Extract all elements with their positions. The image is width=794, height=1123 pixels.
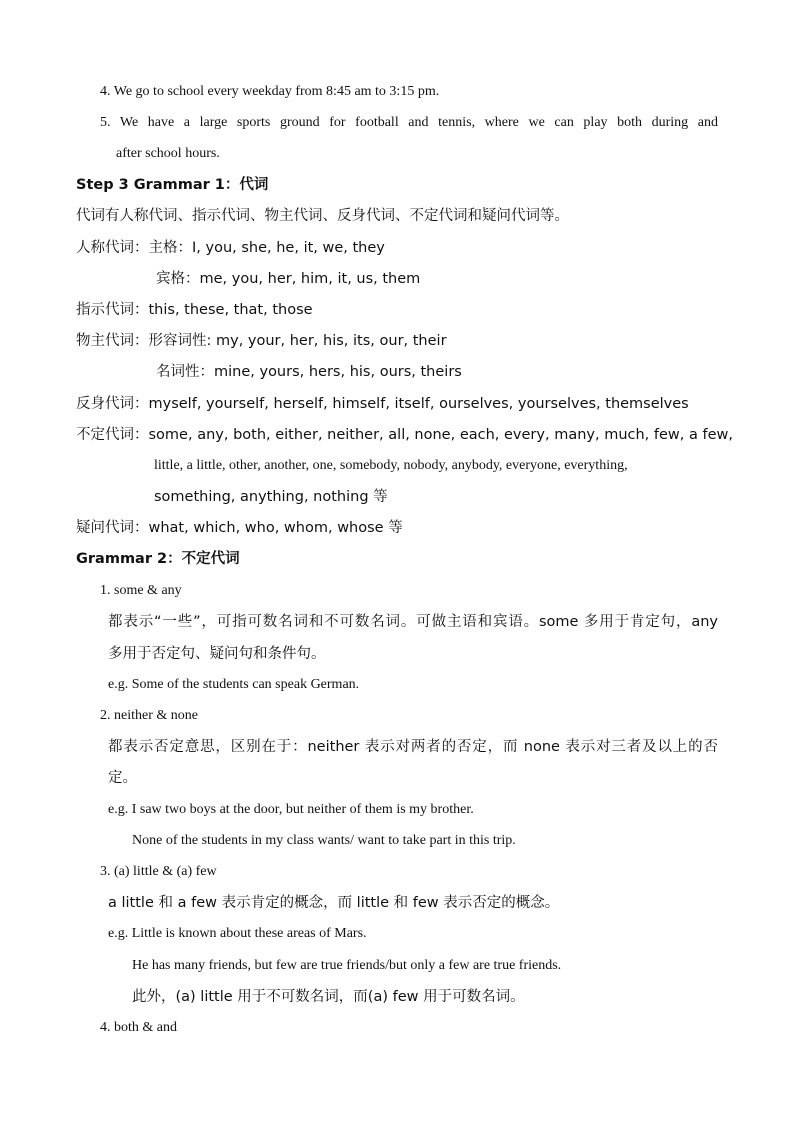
- point-2-example-2: None of the students in my class wants/ want to take part in this trip.: [132, 833, 516, 848]
- example-sentence-4: 4. We go to school every weekday from 8:45 am to 3:15 pm.: [100, 84, 440, 99]
- point-3-explanation: a little 和 a few 表示肯定的概念，而 little 和 few 表示否定的概念。: [108, 895, 560, 911]
- section-heading-grammar-2: Grammar 2：不定代词: [76, 551, 240, 567]
- example-sentence-5-continued: after school hours.: [116, 146, 220, 161]
- pronoun-intro: 代词有人称代词、指示代词、物主代词、反身代词、不定代词和疑问代词等。: [76, 208, 569, 224]
- demonstrative-pronouns: 指示代词：this, these, that, those: [76, 302, 313, 318]
- example-sentence-5: 5. We have a large sports ground for football and tennis, where we can play both during and: [100, 115, 718, 130]
- point-2-explanation-continued: 定。: [108, 770, 137, 786]
- point-4-heading: 4. both & and: [100, 1020, 177, 1035]
- indefinite-pronouns-end: something, anything, nothing 等: [154, 489, 388, 505]
- interrogative-pronouns: 疑问代词：what, which, who, whom, whose 等: [76, 520, 403, 536]
- indefinite-pronouns-continued: little, a little, other, another, one, somebody, nobody, anybody, everyone, everything,: [154, 458, 628, 473]
- point-1-example: e.g. Some of the students can speak German.: [108, 677, 360, 692]
- personal-pronouns-object: 宾格：me, you, her, him, it, us, them: [156, 271, 421, 287]
- point-3-example-1: e.g. Little is known about these areas of Mars.: [108, 926, 367, 941]
- reflexive-pronouns: 反身代词：myself, yourself, herself, himself, itself, ourselves, yourselves, themselves: [76, 396, 689, 412]
- indefinite-pronouns: 不定代词：some, any, both, either, neither, all, none, each, every, many, much, few, a few,: [76, 427, 733, 443]
- point-1-heading: 1. some & any: [100, 583, 182, 598]
- point-1-explanation: 都表示“一些”，可指可数名词和不可数名词。可做主语和宾语。some 多用于肯定句，any: [108, 614, 718, 630]
- point-3-note: 此外，(a) little 用于不可数名词，而(a) few 用于可数名词。: [132, 989, 525, 1005]
- point-3-example-2: He has many friends, but few are true friends/but only a few are true friends.: [132, 958, 562, 973]
- point-2-explanation: 都表示否定意思，区别在于：neither 表示对两者的否定，而 none 表示对三者及以上的否: [108, 739, 718, 755]
- point-1-explanation-continued: 多用于否定句、疑问句和条件句。: [108, 646, 326, 662]
- point-2-heading: 2. neither & none: [100, 708, 198, 723]
- possessive-pronouns-noun: 名词性：mine, yours, hers, his, ours, theirs: [156, 364, 462, 380]
- point-2-example-1: e.g. I saw two boys at the door, but neither of them is my brother.: [108, 802, 474, 817]
- personal-pronouns-subject: 人称代词：主格：I, you, she, he, it, we, they: [76, 240, 385, 256]
- section-heading-grammar-1: Step 3 Grammar 1：代词: [76, 177, 269, 193]
- possessive-pronouns-adjective: 物主代词：形容词性: my, your, her, his, its, our, their: [76, 333, 447, 349]
- point-3-heading: 3. (a) little & (a) few: [100, 864, 217, 879]
